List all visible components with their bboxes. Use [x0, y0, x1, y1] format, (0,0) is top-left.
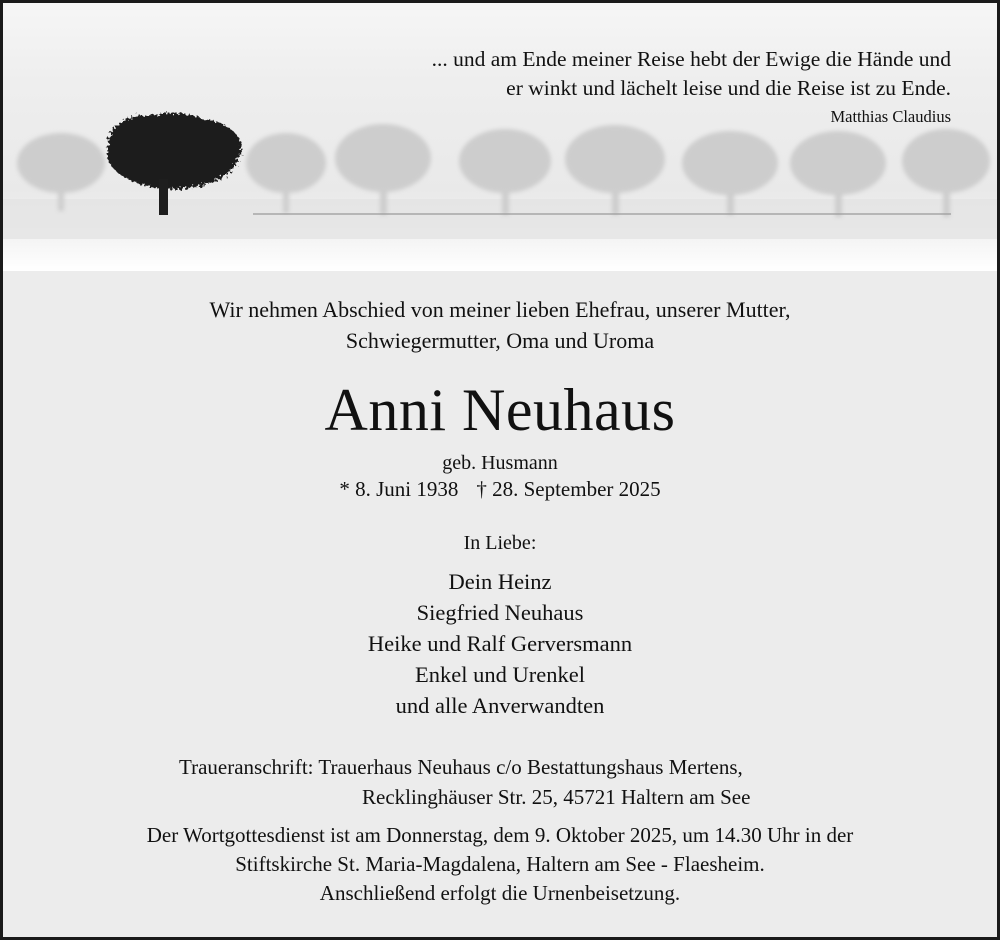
- mourners-list: [3, 566, 997, 721]
- mourners-heading: In Liebe:: [463, 532, 537, 554]
- mourner-name: Dein Heinz: [448, 569, 552, 594]
- ground-haze: [3, 199, 997, 239]
- quote: [432, 45, 951, 103]
- death-date: † 28. September 2025: [476, 477, 661, 501]
- address-line: Traueranschrift: Trauerhaus Neuhaus c/o Bestattungshaus Mertens,: [179, 755, 743, 779]
- intro-line: Wir nehmen Abschied von meiner lieben Ehefrau, unserer Mutter,: [209, 297, 791, 322]
- landscape-banner: [3, 3, 997, 271]
- mourner-name: und alle Anverwandten: [395, 693, 605, 718]
- quote-line: ... und am Ende meiner Reise hebt der Ewige die Hände und: [431, 47, 951, 71]
- service-info: [3, 821, 997, 908]
- maiden-name: geb. Husmann: [442, 452, 558, 474]
- mourner-name: Enkel und Urenkel: [415, 662, 585, 687]
- service-line: Stiftskirche St. Maria-Magdalena, Haltern am See - Flaesheim.: [235, 852, 765, 876]
- address-line: Recklinghäuser Str. 25, 45721 Haltern am See: [362, 785, 751, 809]
- mourning-address: [179, 752, 750, 812]
- birth-date: * 8. Juni 1938: [339, 477, 459, 501]
- deceased-name: Anni Neuhaus: [324, 377, 676, 443]
- mourner-name: Heike und Ralf Gerversmann: [367, 631, 633, 656]
- intro-line: Schwiegermutter, Oma und Uroma: [345, 328, 655, 353]
- intro-text: [3, 294, 997, 356]
- life-dates: [3, 475, 997, 503]
- quote-author: Matthias Claudius: [830, 107, 951, 126]
- mourner-name: Siegfried Neuhaus: [416, 600, 584, 625]
- service-line: Anschließend erfolgt die Urnenbeisetzung.: [319, 881, 681, 905]
- tree-row-image: [3, 3, 997, 271]
- service-line: Der Wortgottesdienst ist am Donnerstag, dem 9. Oktober 2025, um 14.30 Uhr in der: [146, 823, 854, 847]
- quote-line: er winkt und lächelt leise und die Reise ist zu Ende.: [506, 76, 951, 100]
